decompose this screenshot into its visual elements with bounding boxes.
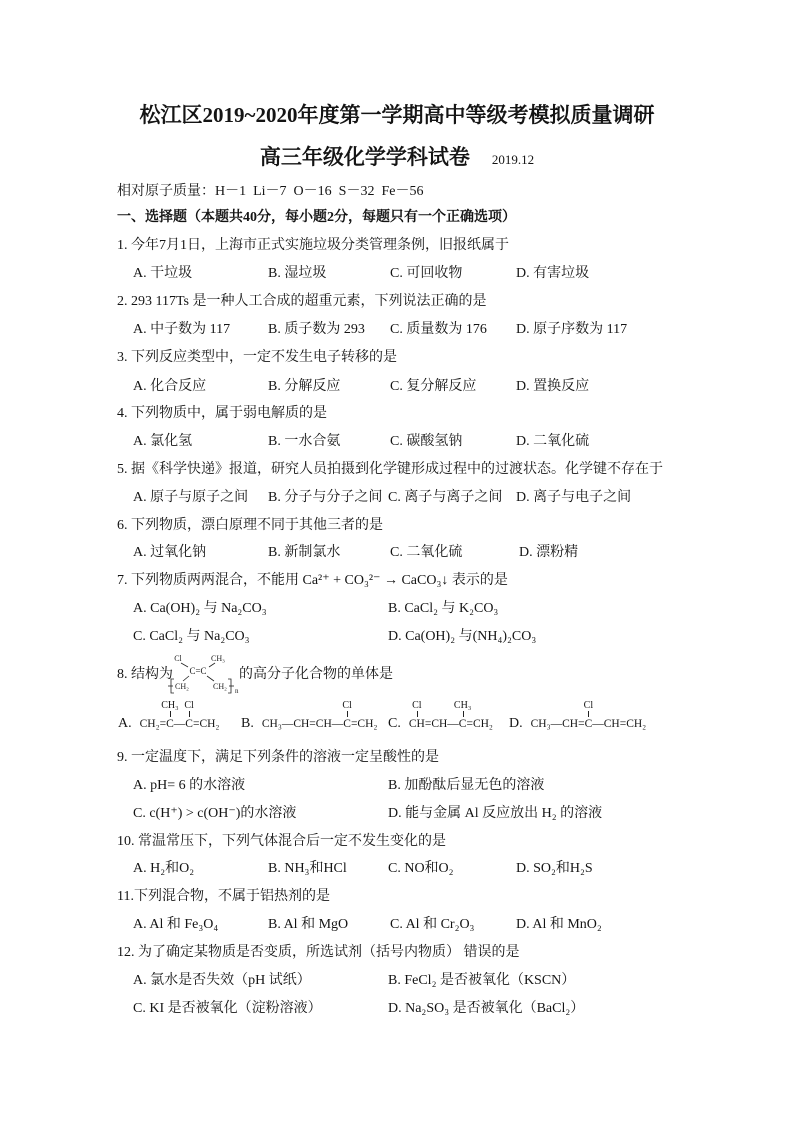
option-row <box>0 776 794 796</box>
option-row <box>0 971 794 991</box>
option-c: C. 二氧化硫 <box>390 545 463 560</box>
chain-segment <box>466 716 492 732</box>
chain-text: C <box>458 718 467 730</box>
question-stem: 9. 一定温度下，满足下列条件的溶液一定呈酸性的是 <box>117 750 439 765</box>
option-b: B. FeCl₂ 是否被氧化（KSCN） <box>388 973 576 988</box>
option-row <box>0 488 794 508</box>
option-a: A. 原子与原子之间 <box>133 490 249 505</box>
option-letter: C. <box>388 716 401 731</box>
option-b: B. 湿垃圾 <box>268 266 327 281</box>
option-c: C. NO和O₂ <box>388 861 454 876</box>
question-stem: 10. 常温常压下，下列气体混合后一定不发生变化的是 <box>117 834 446 849</box>
bond-line <box>588 711 589 717</box>
chain-text: =CH₂ <box>350 718 378 730</box>
question-stem: 11.下列混合物，不属于铝热剂的是 <box>117 889 330 904</box>
option-a: A. 中子数为 117 <box>133 322 231 337</box>
chain-segment <box>531 716 585 732</box>
chain-segment <box>342 700 352 732</box>
option-row <box>0 599 794 619</box>
option-a: A. Ca(OH)₂ 与 Na₂CO₃ <box>133 601 267 616</box>
substituent: Cl <box>342 700 352 711</box>
structural-formula <box>530 700 647 732</box>
question-stem: 3. 下列反应类型中，一定不发生电子转移的是 <box>117 350 397 365</box>
bond-line <box>209 663 215 667</box>
option-d: D. Na₂SO₃ 是否被氧化（BaCl₂） <box>388 1001 585 1016</box>
chain-segment <box>425 716 459 732</box>
chain-text: =CH₂ <box>466 718 493 730</box>
subject-title: 高三年级化学学科试卷 <box>259 145 470 169</box>
option-a: A. 氯水是否失效（pH 试纸） <box>133 973 311 988</box>
chain-text: C <box>185 718 193 730</box>
chain-segment <box>184 700 194 732</box>
option-b <box>241 700 378 734</box>
option-b: B. Al 和 MgO <box>268 917 349 932</box>
substituent: CH₃ <box>161 700 179 711</box>
structural-formula <box>261 700 378 732</box>
option-d: D. 能与金属 Al 反应放出 H₂ 的溶液 <box>388 806 603 821</box>
option-a: A. 化合反应 <box>133 379 207 394</box>
chain-segment <box>592 716 646 732</box>
chain-text: CH₃—CH= <box>530 718 585 730</box>
chain-text: C <box>166 718 174 730</box>
substituent: Cl <box>412 700 422 711</box>
bond-line <box>347 711 348 717</box>
exam-subtitle <box>0 143 794 174</box>
option-c: C. Al 和 Cr₂O₃ <box>390 917 475 932</box>
question-stem-start: 8. 结构为 <box>117 667 173 682</box>
exam-title: 松江区2019~2020年度第一学期高中等级考模拟质量调研 <box>139 103 655 127</box>
option-letter: B. <box>241 716 254 731</box>
bond-line <box>170 711 171 717</box>
chain-text: CH₂= <box>139 718 167 730</box>
chain-segment <box>161 700 179 732</box>
option-b: B. 分子与分子之间 <box>268 490 383 505</box>
option-c: C. 复分解反应 <box>390 379 477 394</box>
option-c: C. CaCl₂ 与 Na₂CO₃ <box>133 629 250 644</box>
chain-text: CH₃—CH=CH— <box>261 718 344 730</box>
option-a: A. 氯化氢 <box>133 434 193 449</box>
option-row <box>0 264 794 284</box>
option-d: D. 置换反应 <box>516 379 590 394</box>
polymer-substituent-left: Cl <box>174 654 182 663</box>
question-stem: 1. 今年7月1日，上海市正式实施垃圾分类管理条例，旧报纸属于 <box>117 238 509 253</box>
option-c <box>388 700 493 734</box>
substituent: Cl <box>184 700 194 711</box>
chain-segment <box>262 716 343 732</box>
chain-text: —CH=CH₂ <box>592 718 647 730</box>
option-c: C. 质量数为 176 <box>390 322 487 337</box>
option-a: A. 干垃圾 <box>133 266 193 281</box>
option-b: B. 新制氯水 <box>268 545 341 560</box>
option-c: C. 离子与离子之间 <box>388 490 503 505</box>
bond-line <box>417 711 418 717</box>
question-stem: 6. 下列物质，漂白原理不同于其他三者的是 <box>117 518 383 533</box>
polymer-chain-left: CH₂ <box>175 682 189 691</box>
option-row <box>0 377 794 397</box>
question-stem: 12. 为了确定某物质是否变质，所选试剂（括号内物质） 错误的是 <box>117 945 520 960</box>
repeat-count: n <box>235 687 239 694</box>
option-a: A. Al 和 Fe₃O₄ <box>133 917 219 932</box>
substituent: CH₃ <box>453 700 472 711</box>
option-c: C. c(H⁺) > c(OH⁻)的水溶液 <box>133 806 297 821</box>
chain-segment <box>453 700 472 732</box>
option-row <box>0 999 794 1019</box>
question-stem: 5. 据《科学快递》报道，研究人员拍摄到化学键形成过程中的过渡状态。化学键不存在于 <box>117 462 663 477</box>
option-d: D. 二氧化硫 <box>516 434 590 449</box>
bond-line <box>189 711 190 717</box>
option-row <box>0 432 794 452</box>
option-d <box>509 700 647 734</box>
bond-line <box>183 676 189 681</box>
option-row <box>0 859 794 879</box>
exam-date: 2019.12 <box>491 152 535 167</box>
chain-text: C <box>584 718 593 730</box>
option-letter: D. <box>509 716 523 731</box>
question-stem: 2. 293 117Ts 是一种人工合成的超重元素，下列说法正确的是 <box>117 294 487 309</box>
option-a: A. pH= 6 的水溶液 <box>133 778 246 793</box>
chain-segment <box>174 716 186 732</box>
option-c: C. 可回收物 <box>390 266 463 281</box>
option-b: B. 加酚酞后显无色的溶液 <box>388 778 545 793</box>
option-b: B. 质子数为 293 <box>268 322 365 337</box>
polymer-double-bond: C=C <box>189 666 207 676</box>
option-a: A. H₂和O₂ <box>133 861 195 876</box>
chain-text: CH <box>408 718 425 730</box>
bond-line <box>207 676 214 681</box>
bond-line <box>463 711 464 717</box>
option-row <box>0 543 794 563</box>
option-a: A. 过氧化钠 <box>133 545 207 560</box>
option-d: D. 有害垃圾 <box>516 266 590 281</box>
chain-text: C <box>343 718 351 730</box>
polymer-chain-right: CH₂ <box>213 682 227 691</box>
option-d: D. 离子与电子之间 <box>516 490 632 505</box>
structural-formula <box>408 700 493 732</box>
option-row <box>0 915 794 935</box>
option-b: B. CaCl₂ 与 K₂CO₃ <box>388 601 499 616</box>
chain-segment <box>140 716 166 732</box>
chain-text: =CH₂ <box>192 718 220 730</box>
option-b: B. 一水合氨 <box>268 434 341 449</box>
chain-segment <box>351 716 377 732</box>
option-d: D. Ca(OH)₂ 与(NH₄)₂CO₃ <box>388 629 537 644</box>
option-c: C. 碳酸氢钠 <box>390 434 463 449</box>
bond-line <box>181 663 188 667</box>
polymer-structure <box>168 652 240 694</box>
question-stem: 4. 下列物质中，属于弱电解质的是 <box>117 406 327 421</box>
option-d: D. 漂粉精 <box>519 545 579 560</box>
chain-segment <box>408 700 425 732</box>
option-d: D. 原子序数为 117 <box>516 322 628 337</box>
question-stem-end: 的高分子化合物的单体是 <box>239 667 393 682</box>
option-a <box>118 700 220 734</box>
question-stem: 7. 下列物质两两混合，不能用 Ca²⁺ + CO₃²⁻ → CaCO₃↓ 表示的是 <box>117 573 508 588</box>
chain-text: — <box>173 718 186 730</box>
structural-formula <box>139 700 220 732</box>
chain-text: =CH— <box>424 718 459 730</box>
chain-segment <box>193 716 219 732</box>
option-row <box>0 804 794 824</box>
option-letter: A. <box>118 716 132 731</box>
option-row <box>0 627 794 647</box>
substituent: Cl <box>583 700 594 711</box>
option-row <box>0 320 794 340</box>
option-d: D. Al 和 MnO₂ <box>516 917 602 932</box>
polymer-substituent-right: CH₃ <box>211 654 225 663</box>
option-b: B. NH₃和HCl <box>268 861 347 876</box>
option-d: D. SO₂和H₂S <box>516 861 593 876</box>
section-heading: 一、选择题（本题共40分，每小题2分，每题只有一个正确选项） <box>117 210 516 225</box>
option-c: C. KI 是否被氧化（淀粉溶液） <box>133 1001 322 1016</box>
option-b: B. 分解反应 <box>268 379 341 394</box>
atomic-masses: 相对原子质量：H－1 Li－7 O－16 S－32 Fe－56 <box>117 184 424 199</box>
